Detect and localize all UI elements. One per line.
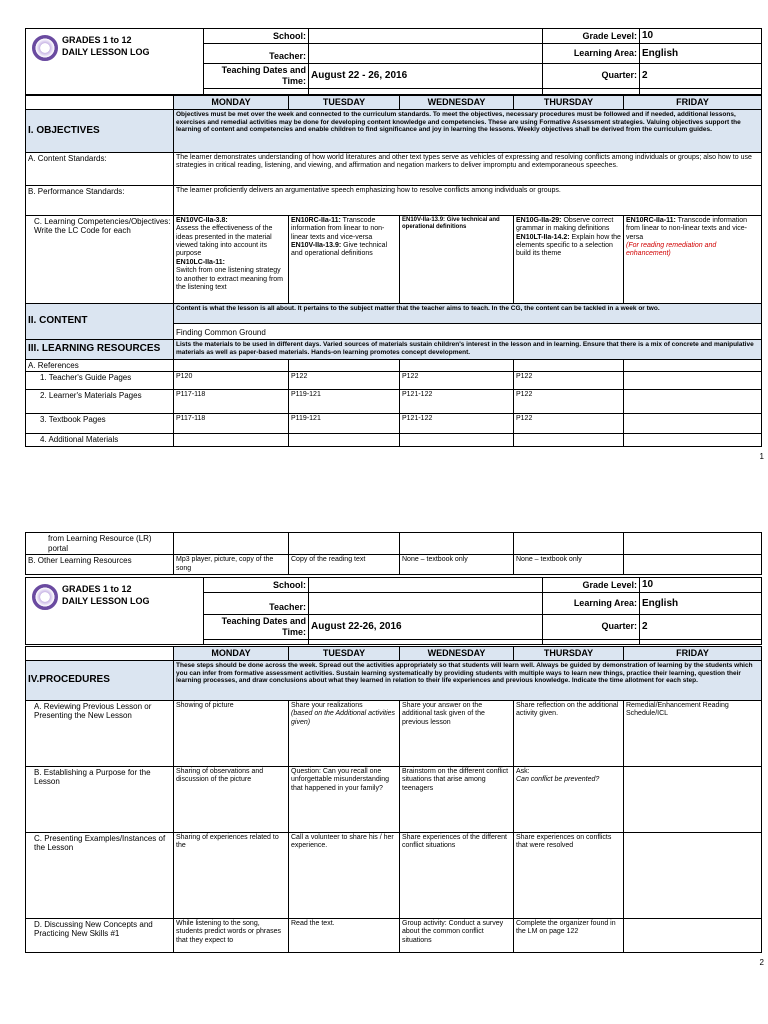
tb-monday: P117-118 — [174, 414, 289, 434]
day-thursday-2: THURSDAY — [514, 647, 624, 661]
page-1 — [0, 0, 768, 470]
area-label-2: Learning Area: — [543, 593, 640, 615]
content-standards-text: The learner demonstrates understanding of how world literatures and other text types serve as vehicles of expressing and resolving conflicts among individuals or groups; also how to use strategies in critical reading, listening, and viewing, and affirmation and negation markers to deliver impromptu and extemporaneous speeches. — [174, 152, 762, 185]
tg-wednesday: P122 — [400, 372, 514, 390]
proc-b-thursday: Ask: Can conflict be prevented? — [514, 766, 624, 832]
grades-title: GRADES 1 to 12 — [62, 35, 132, 45]
proc-d-thursday: Complete the organizer found in the LM on page 122 — [514, 918, 624, 952]
proc-c-label: C. Presenting Examples/Instances of the Lesson — [26, 832, 174, 918]
other-resources-label: B. Other Learning Resources — [26, 555, 174, 575]
school-value-2[interactable] — [309, 578, 543, 593]
proc-d-tuesday: Read the text. — [289, 918, 400, 952]
proc-a-label: A. Reviewing Previous Lesson or Presenting the New Lesson — [26, 700, 174, 766]
content-title: II. CONTENT — [26, 303, 174, 339]
teacher-value[interactable] — [309, 44, 543, 64]
grade-value[interactable]: 10 — [640, 29, 762, 44]
deped-seal-icon — [32, 35, 58, 61]
teacher-label-2: Teacher: — [204, 593, 309, 615]
quarter-label: Quarter: — [543, 64, 640, 89]
area-value-2[interactable]: English — [640, 593, 762, 615]
lm-wednesday: P121-122 — [400, 390, 514, 414]
logo-cell — [26, 29, 204, 95]
lm-tuesday: P119-121 — [289, 390, 400, 414]
quarter-value-2[interactable]: 2 — [640, 615, 762, 640]
log-title: DAILY LESSON LOG — [62, 46, 150, 57]
proc-a-tuesday: Share your realizations (based on the Additional activities given) — [289, 700, 400, 766]
content-text: Finding Common Ground — [174, 323, 762, 339]
day-wednesday-2: WEDNESDAY — [400, 647, 514, 661]
objectives-note: Objectives must be met over the week and connected to the curriculum standards. To meet the objectives, necessary procedures must be followed and if needed, additional lessons, exercises and remedial activities may be done for developing content knowledge and competencies. These are using Formative Assessment strategies. Valuing objectives support the learning of content and competencies and enable children to find significance and joy in learning the lessons. Weekly objectives shall be derived from the curriculum guides. — [174, 109, 762, 152]
proc-c-thursday: Share experiences on conflicts that were resolved — [514, 832, 624, 918]
area-label: Learning Area: — [543, 44, 640, 64]
proc-d-wednesday: Group activity: Conduct a survey about the common conflict situations — [400, 918, 514, 952]
lm-thursday: P122 — [514, 390, 624, 414]
page-number-2: 2 — [759, 958, 764, 967]
resources-continued-table — [25, 532, 762, 575]
lm-monday: P117-118 — [174, 390, 289, 414]
day-tuesday: TUESDAY — [289, 96, 400, 110]
grade-label-2: Grade Level: — [543, 578, 640, 593]
tg-monday: P120 — [174, 372, 289, 390]
other-thursday: None – textbook only — [514, 555, 624, 575]
proc-a-thursday: Share reflection on the additional activity given. — [514, 700, 624, 766]
proc-a-friday: Remedial/Enhancement Reading Schedule/ICL — [624, 700, 762, 766]
competencies-label: C. Learning Competencies/Objectives: Write the LC Code for each — [26, 215, 174, 303]
comp-friday: EN10RC-IIa-11: Transcode information from linear to non-linear texts and vice-versa (For reading remediation and enhancement) — [624, 215, 762, 303]
tg-tuesday: P122 — [289, 372, 400, 390]
comp-thursday: EN10G-IIa-29: Observe correct grammar in making definitions EN10LT-IIa-14.2: Explain how the elements specific to a selection build its theme — [514, 215, 624, 303]
proc-b-wednesday: Brainstorm on the different conflict situations that arise among teenagers — [400, 766, 514, 832]
tb-wednesday: P121-122 — [400, 414, 514, 434]
quarter-label-2: Quarter: — [543, 615, 640, 640]
school-value[interactable] — [309, 29, 543, 44]
day-friday: FRIDAY — [624, 96, 762, 110]
comp-monday: EN10VC-IIa-3.8: Assess the effectiveness of the ideas presented in the material viewed taking into account its purpose EN10LC-IIa-11: Switch from one listening strategy to another to extract meaning from the listening text — [174, 215, 289, 303]
performance-standards-label: B. Performance Standards: — [26, 185, 174, 215]
comp-tuesday: EN10RC-IIa-11: Transcode information from linear to non-linear texts and vice-versa EN10V-IIa-13.9: Give technical and operational definitions — [289, 215, 400, 303]
quarter-value[interactable]: 2 — [640, 64, 762, 89]
objectives-title: I. OBJECTIVES — [26, 109, 174, 152]
deped-seal-icon-2 — [32, 584, 58, 610]
references-label: A. References — [26, 359, 174, 372]
proc-b-monday: Sharing of observations and discussion of the picture — [174, 766, 289, 832]
other-tuesday: Copy of the reading text — [289, 555, 400, 575]
proc-c-wednesday: Share experiences of the different conflict situations — [400, 832, 514, 918]
day-thursday: THURSDAY — [514, 96, 624, 110]
additional-materials-label: 4. Additional Materials — [26, 434, 174, 447]
proc-c-tuesday: Call a volunteer to share his / her experience. — [289, 832, 400, 918]
teacher-label: Teacher: — [204, 44, 309, 64]
dates-value[interactable]: August 22 - 26, 2016 — [309, 64, 543, 89]
grade-value-2[interactable]: 10 — [640, 578, 762, 593]
proc-a-monday: Showing of picture — [174, 700, 289, 766]
proc-d-label: D. Discussing New Concepts and Practicing New Skills #1 — [26, 918, 174, 952]
resources-title: III. LEARNING RESOURCES — [26, 339, 174, 359]
lesson-table-1 — [25, 95, 762, 447]
procedures-note: These steps should be done across the week. Spread out the activities appropriately so that students will learn well. Always be guided by demonstration of learning by the students which you can infer from formative assessment activities. Sustain learning systematically by providing students with multiple ways to learn new things, practice their learning, question their learning processes, and draw conclusions about what they learned in relation to their life experiences and previous knowledge. Indicate the time allotment for each step. — [174, 660, 762, 700]
header-table-2 — [25, 577, 762, 645]
other-monday: Mp3 player, picture, copy of the song — [174, 555, 289, 575]
lesson-table-2 — [25, 646, 762, 953]
tg-label: 1. Teacher's Guide Pages — [26, 372, 174, 390]
proc-c-monday: Sharing of experiences related to the — [174, 832, 289, 918]
school-label: School: — [204, 29, 309, 44]
page-number-1: 1 — [759, 452, 764, 461]
school-label-2: School: — [204, 578, 309, 593]
content-standards-label: A. Content Standards: — [26, 152, 174, 185]
tb-thursday: P122 — [514, 414, 624, 434]
dates-value-2[interactable]: August 22-26, 2016 — [309, 615, 543, 640]
procedures-title: IV.PROCEDURES — [26, 660, 174, 700]
additional-materials-continued: from Learning Resource (LR) portal — [26, 533, 174, 555]
tb-label: 3. Textbook Pages — [26, 414, 174, 434]
logo-cell-2 — [26, 578, 204, 645]
proc-b-tuesday: Question: Can you recall one unforgettable misunderstanding that happened in your family? — [289, 766, 400, 832]
day-monday: MONDAY — [174, 96, 289, 110]
day-monday-2: MONDAY — [174, 647, 289, 661]
dates-label-2: Teaching Dates and Time: — [204, 615, 309, 640]
proc-d-monday: While listening to the song, students predict words or phrases that they expect to — [174, 918, 289, 952]
grade-label: Grade Level: — [543, 29, 640, 44]
dates-label: Teaching Dates and Time: — [204, 64, 309, 89]
page-2 — [0, 530, 768, 1024]
comp-wednesday: EN10V-IIa-13.9: Give technical and operational definitions — [400, 215, 514, 303]
resources-note: Lists the materials to be used in different days. Varied sources of materials sustain children's interest in the lesson and in learning. Ensure that there is a mix of concrete and manipulative materials as well as paper-based materials. Hands-on learning promotes concept development. — [174, 339, 762, 359]
area-value[interactable]: English — [640, 44, 762, 64]
content-note: Content is what the lesson is all about. It pertains to the subject matter that the teacher aims to teach. In the CG, the content can be tackled in a week or two. — [174, 303, 762, 323]
grades-title-2: GRADES 1 to 12 — [62, 584, 132, 594]
header-table-1 — [25, 28, 762, 95]
day-tuesday-2: TUESDAY — [289, 647, 400, 661]
performance-standards-text: The learner proficiently delivers an argumentative speech emphasizing how to resolve conflicts among individuals or groups. — [174, 185, 762, 215]
other-wednesday: None – textbook only — [400, 555, 514, 575]
proc-a-wednesday: Share your answer on the additional task given of the previous lesson — [400, 700, 514, 766]
tb-tuesday: P119-121 — [289, 414, 400, 434]
tg-thursday: P122 — [514, 372, 624, 390]
day-wednesday: WEDNESDAY — [400, 96, 514, 110]
lm-label: 2. Learner's Materials Pages — [26, 390, 174, 414]
log-title-2: DAILY LESSON LOG — [62, 595, 150, 606]
day-friday-2: FRIDAY — [624, 647, 762, 661]
teacher-value-2[interactable] — [309, 593, 543, 615]
proc-b-label: B. Establishing a Purpose for the Lesson — [26, 766, 174, 832]
